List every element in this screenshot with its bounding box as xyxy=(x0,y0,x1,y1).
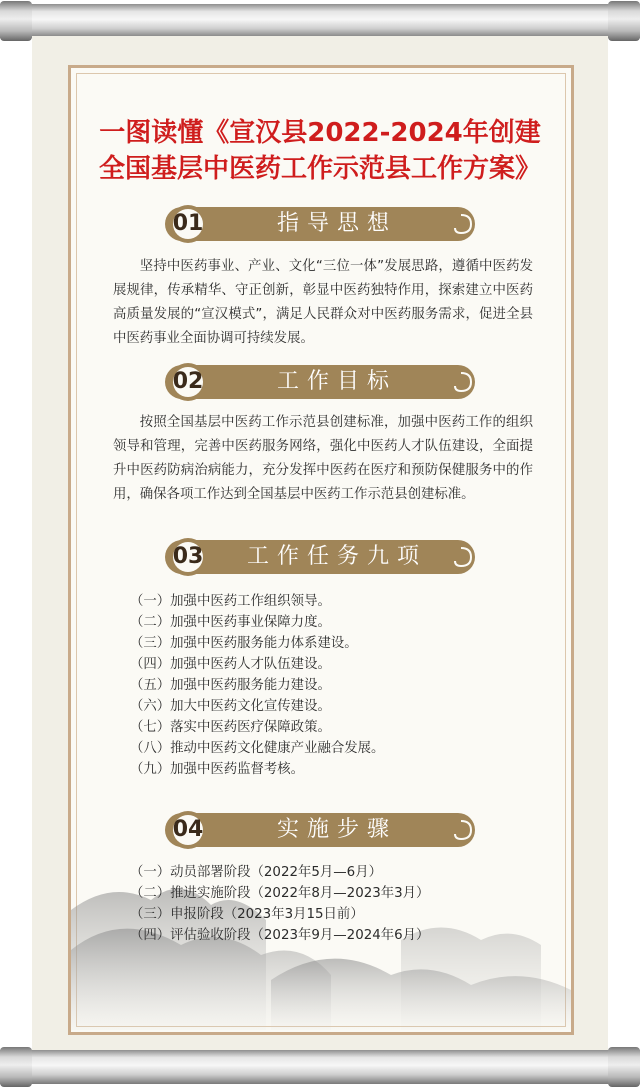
section-banner-03 xyxy=(157,538,483,576)
page-title-line-2: 全国基层中医药工作示范县工作方案》 xyxy=(98,154,541,184)
list-item: （三）加强中医药服务能力体系建设。 xyxy=(130,636,358,651)
list-item: （三）申报阶段（2023年3月15日前） xyxy=(130,907,364,922)
list-item: （四）评估验收阶段（2023年9月—2024年6月） xyxy=(130,928,430,943)
rod-end-left xyxy=(0,1,32,41)
list-item: （一）动员部署阶段（2022年5月—6月） xyxy=(130,865,382,880)
rod-end-right xyxy=(608,1,640,41)
section-heading: 实施步骤 xyxy=(276,817,397,842)
section-heading: 工作任务九项 xyxy=(246,544,427,569)
list-item: （八）推动中医药文化健康产业融合发展。 xyxy=(130,741,385,756)
scroll-top-rod xyxy=(0,4,640,38)
implementation-steps-list xyxy=(130,862,429,946)
rod-end-right xyxy=(608,1047,640,1087)
list-item: （六）加大中医药文化宣传建设。 xyxy=(130,699,331,714)
paragraph-text: 按照全国基层中医药工作示范县创建标准，加强中医药工作的组织领导和管理，完善中医药服务网络，强化中医药人才队伍建设，全面提升中医药防病治病能力，充分发挥中医药在医疗和预防保健服务中的作用，确保各项工作达到全国基层中医药工作示范县创建标准。 xyxy=(113,415,533,502)
section-banner-04 xyxy=(157,811,483,849)
list-item: （一）加强中医药工作组织领导。 xyxy=(130,594,331,609)
page-title-line-1: 一图读懂《宣汉县2022-2024年创建 xyxy=(99,118,541,148)
section-banner-01 xyxy=(157,205,483,243)
list-item: （四）加强中医药人才队伍建设。 xyxy=(130,657,331,672)
list-item: （二）推进实施阶段（2022年8月—2023年3月） xyxy=(130,886,430,901)
rod-end-left xyxy=(0,1047,32,1087)
list-item: （二）加强中医药事业保障力度。 xyxy=(130,615,331,630)
section-paragraph-01 xyxy=(113,255,533,351)
list-item: （七）落实中医药医疗保障政策。 xyxy=(130,720,331,735)
scroll-bottom-rod xyxy=(0,1050,640,1084)
section-heading: 指导思想 xyxy=(276,211,397,236)
section-heading: 工作目标 xyxy=(276,369,397,394)
list-item: （九）加强中医药监督考核。 xyxy=(130,762,305,777)
paragraph-text: 坚持中医药事业、产业、文化“三位一体”发展思路，遵循中医药发展规律，传承精华、守正创新，彰显中医药独特作用，探索建立中医药高质量发展的“宣汉模式”，满足人民群众对中医药服务需求，促进全县中医药事业全面协调可持续发展。 xyxy=(113,259,533,346)
section-number: 02 xyxy=(172,369,204,394)
list-item: （五）加强中医药服务能力建设。 xyxy=(130,678,331,693)
section-number: 03 xyxy=(172,544,204,569)
task-list xyxy=(130,591,384,780)
section-banner-02 xyxy=(157,363,483,401)
section-number: 04 xyxy=(172,817,204,842)
section-number: 01 xyxy=(172,211,204,236)
section-paragraph-02 xyxy=(113,411,533,507)
